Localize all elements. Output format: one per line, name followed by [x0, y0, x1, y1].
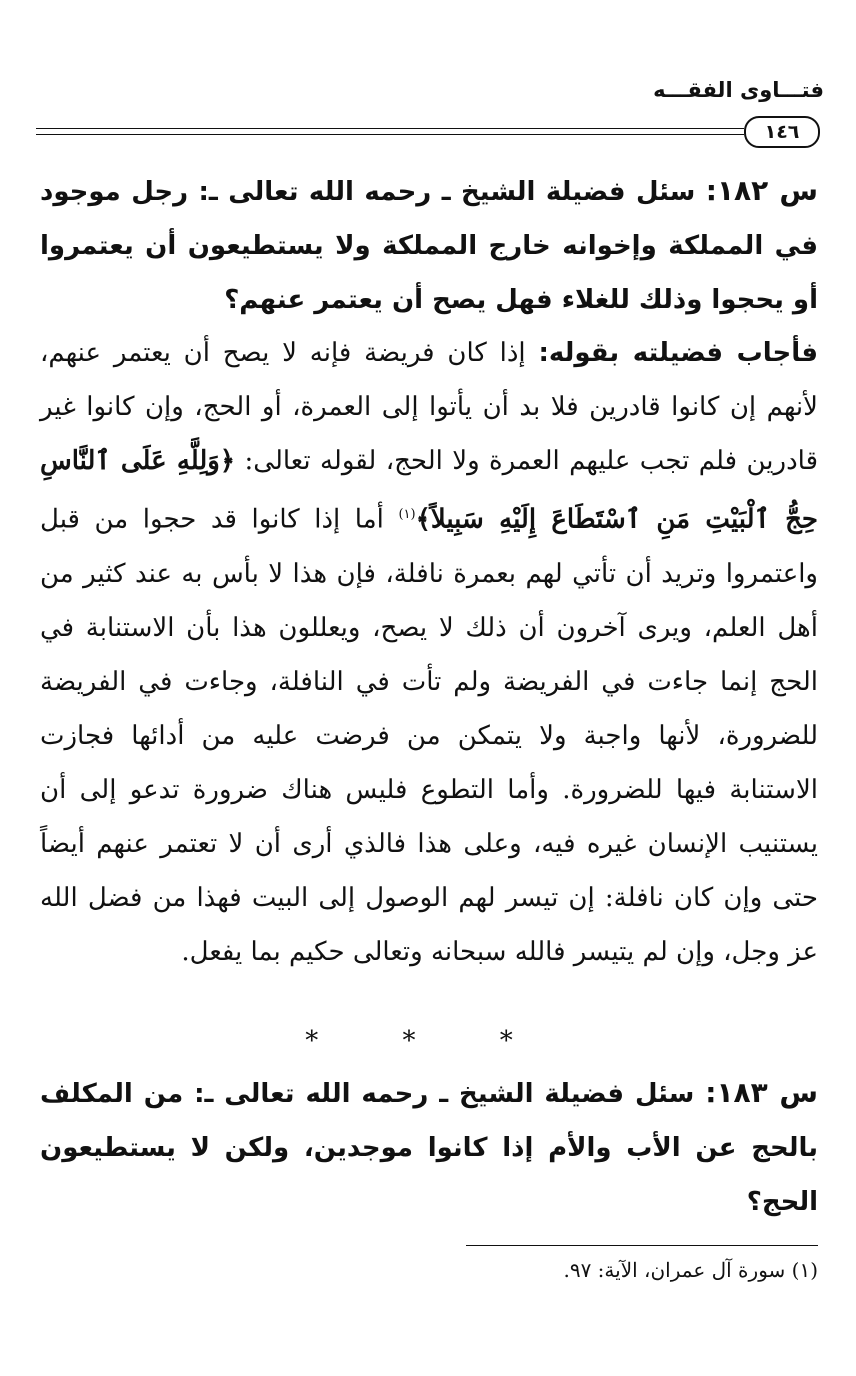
footnote-rule [466, 1245, 818, 1246]
question-text: سئل فضيلة الشيخ ـ رحمه الله تعالى ـ: رجل موجود في المملكة وإخوانه خارج المملكة ولا يستطيعون أن يعتمروا أو يحجوا وذلك للغلاء فهل يصح أن يعتمر عنهم؟ [40, 177, 818, 315]
question-text: سئل فضيلة الشيخ ـ رحمه الله تعالى ـ: من المكلف بالحج عن الأب والأم إذا كانوا موجدين، ولكن لا يستطيعون الحج؟ [40, 1079, 818, 1217]
question-label: س ١٨٢: [705, 174, 818, 207]
answer-182 [40, 326, 818, 979]
quran-verse: ﴿وَلِلَّهِ عَلَى ٱلنَّاسِ حِجُّ ٱلْبَيْتِ مَنِ ٱسْتَطَاعَ إِلَيْهِ سَبِيلاً﴾ [40, 446, 819, 535]
footnote-reference: (١) [398, 507, 416, 522]
footnote: (١) سورة آل عمران، الآية: ٩٧. [563, 1258, 818, 1282]
question-182 [40, 164, 818, 327]
answer-text-part2: أما إذا كانوا قد حجوا من قبل واعتمروا وتريد أن تأتي لهم بعمرة نافلة، فإن هذا لا بأس به عند كثير من أهل العلم، ويرى آخرون أن ذلك لا يصح، ويعللون هذا بأن الاستنابة في الحج إنما جاءت في الفريضة ولم تأت في النافلة، وجاءت في الفريضة للضرورة، لأنها واجبة ولا يتمكن من فرضت عليه من أدائها فجازت الاستنابة فيها للضرورة. وأما التطوع فليس هناك ضرورة تدعو إلى أن يستنيب الإنسان غيره فيه، وعلى هذا فالذي أرى أن لا تعتمر عنهم أيضاً حتى وإن كان نافلة: إن تيسر لهم الوصول إلى البيت فهذا من فضل الله عز وجل، وإن لم يتيسر فالله سبحانه وتعالى حكيم بما يفعل. [40, 504, 818, 967]
page-number: ١٤٦ [764, 121, 800, 143]
answer-lead: فأجاب فضيلته بقوله: [538, 338, 819, 368]
header-rule [36, 128, 744, 135]
question-label: س ١٨٣: [705, 1076, 818, 1109]
question-183 [40, 1066, 818, 1229]
running-title: فتـــاوى الفقـــه [653, 78, 824, 102]
answer-text-part1: إذا كان فريضة فإنه لا يصح أن يعتمر عنهم، لأنهم إن كانوا قادرين فلا بد أن يأتوا إلى العمرة، أو الحج، وإن كانوا غير قادرين فلم تجب عليهم العمرة ولا الحج، لقوله تعالى: [40, 338, 818, 476]
page-number-badge [744, 116, 820, 148]
section-separator: * * * [305, 1026, 551, 1056]
